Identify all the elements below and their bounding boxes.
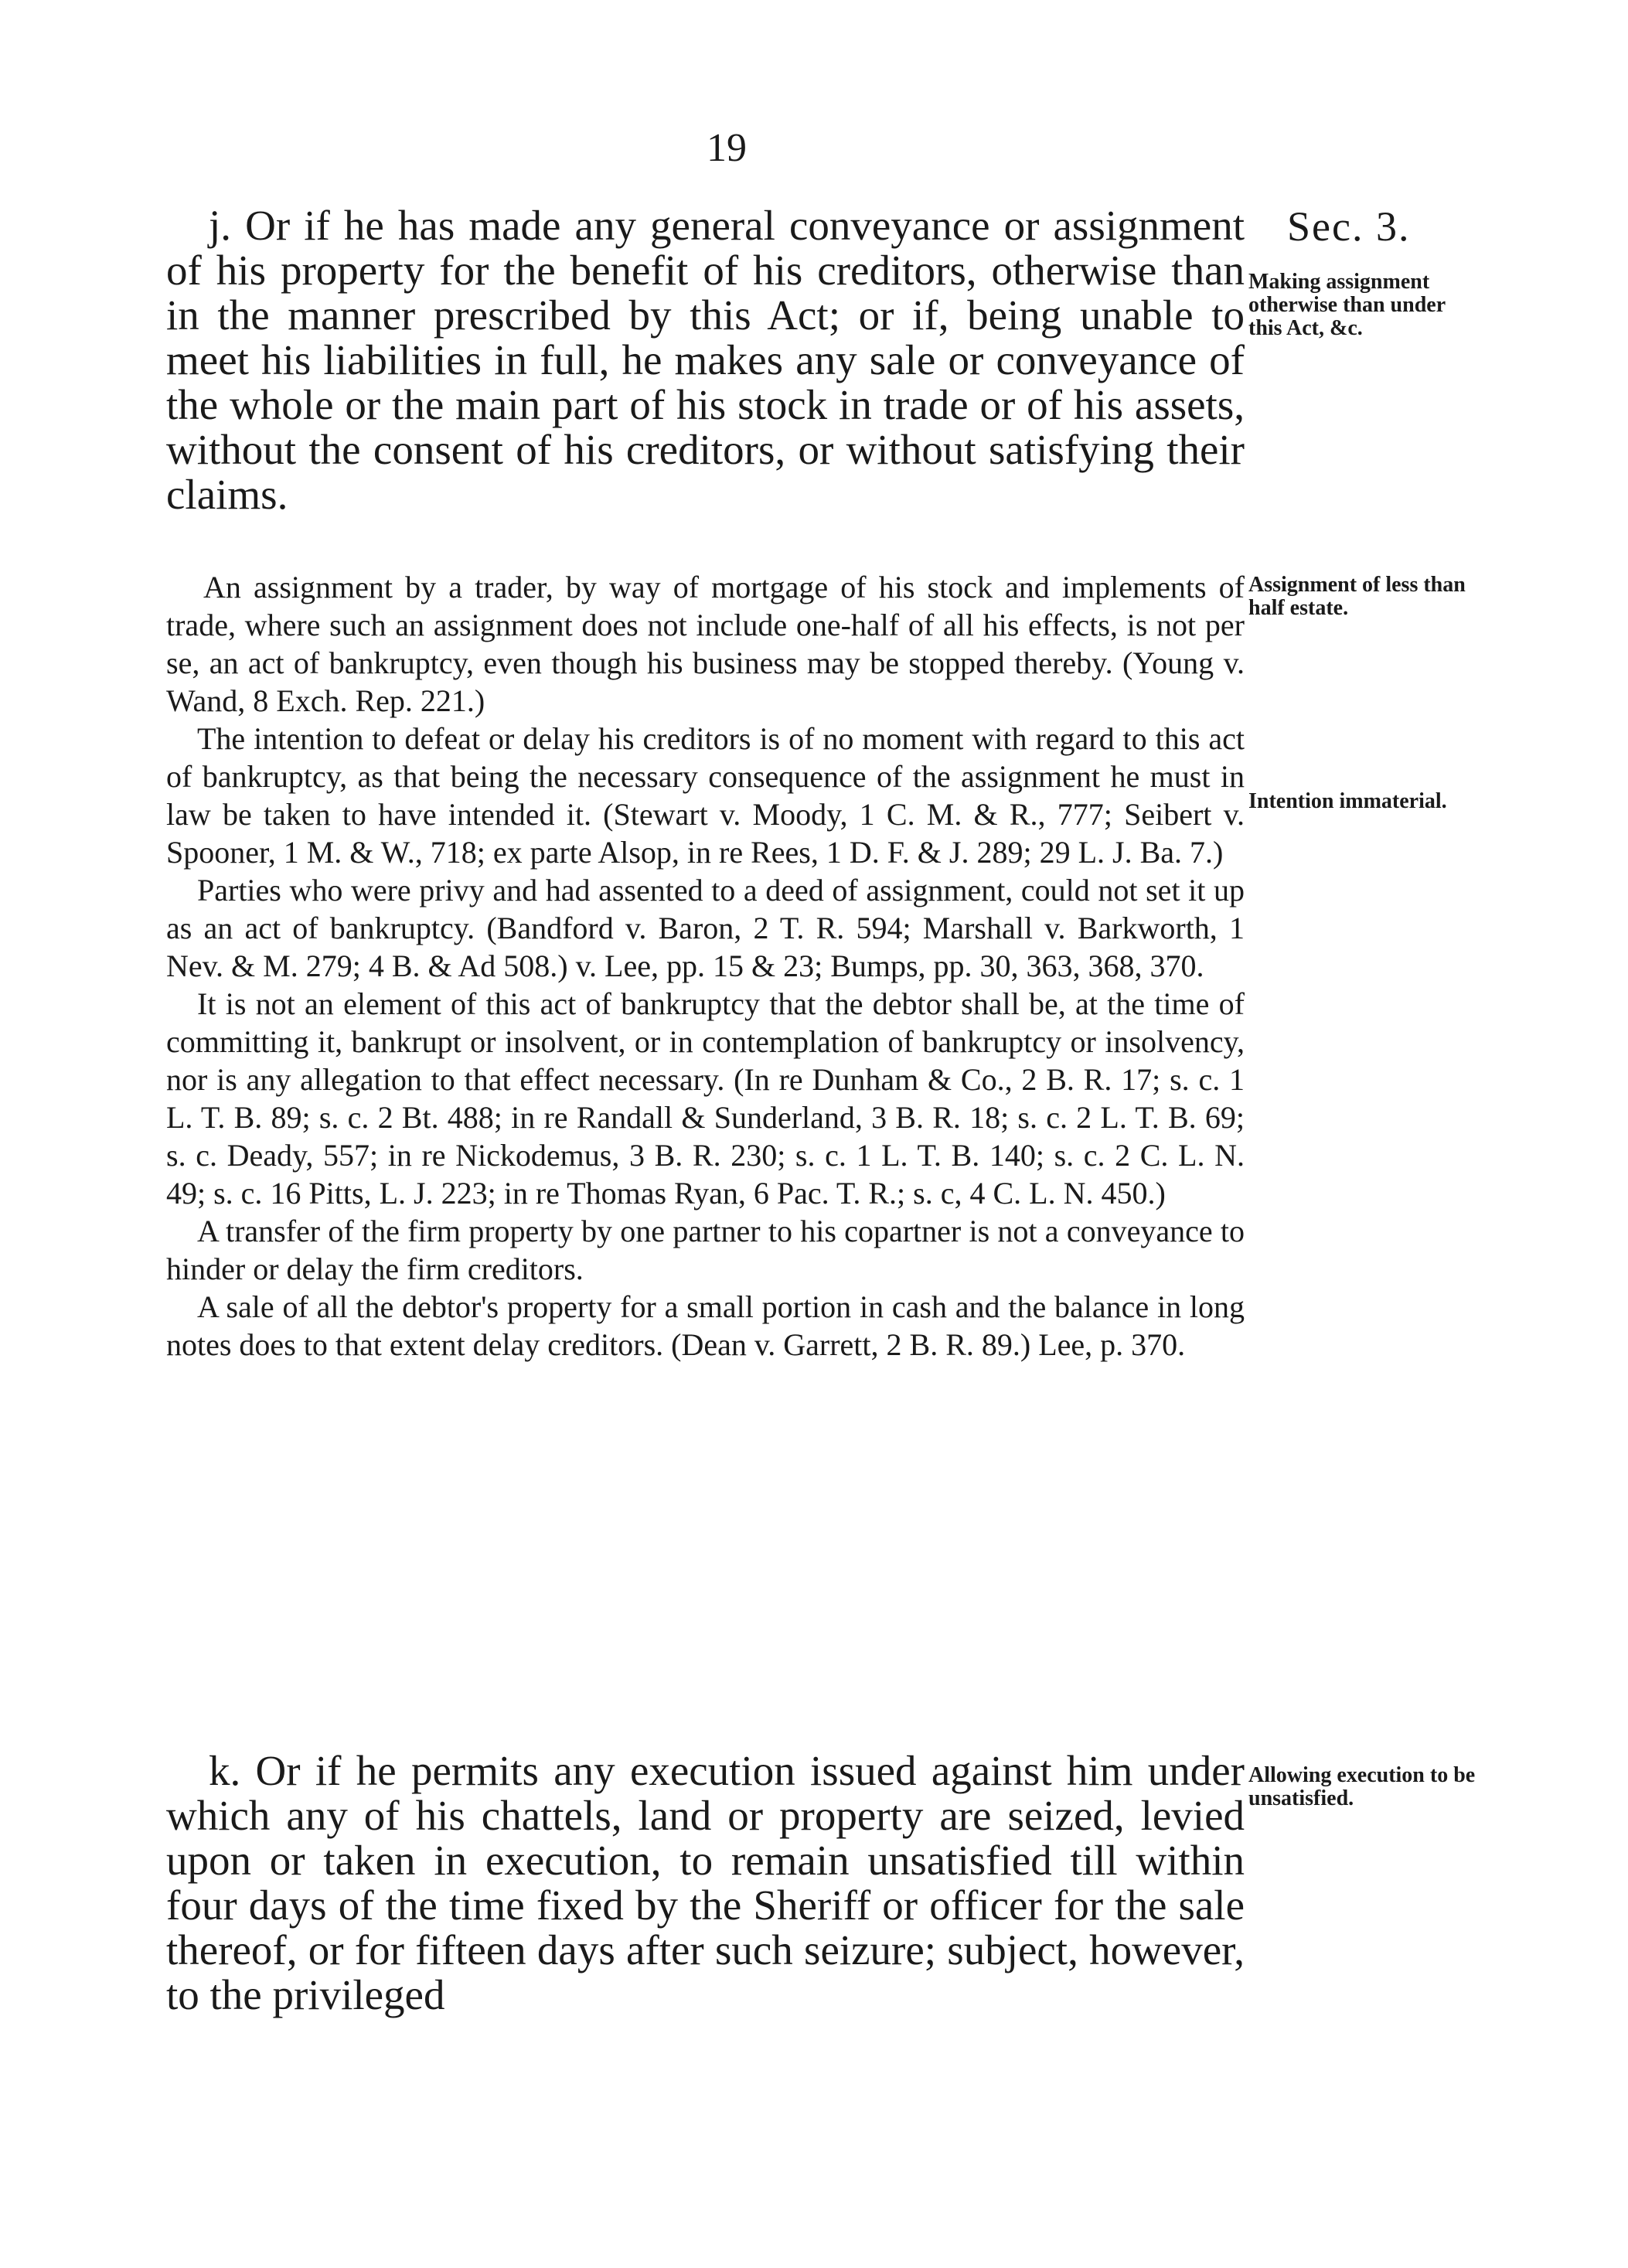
paragraph-k-block [166, 1749, 1245, 2018]
paragraph-j-block [166, 203, 1245, 517]
note-paragraph: A sale of all the debtor's property for a small portion in cash and the balance in long notes does to that extent delay creditors. (Dean v. Garrett, 2 B. R. 89.) Lee, p. 370. [166, 1289, 1245, 1362]
marginal-note-execution: Allowing execution to be unsatisfied. [1248, 1763, 1476, 1810]
commentary-notes [166, 568, 1245, 1364]
note-paragraph: A transfer of the firm property by one partner to his copartner is not a conveyance to hinder or delay the firm creditors. [166, 1214, 1245, 1286]
section-label: Sec. 3. [1287, 203, 1411, 250]
marginal-note-intention: Intention immaterial. [1248, 789, 1447, 813]
marginal-note-assignment: Making assignment otherwise than under this Act, &c. [1248, 270, 1446, 340]
paragraph-k: k. Or if he permits any execution issued against him under which any of his chattels, land or property are seized, levied upon or taken in execution, to remain unsatisfied till within four days of the time fixed by the Sheriff or officer for the sale thereof, or for fifteen days after such seizure; subject, however, to the privileged [166, 1747, 1245, 2018]
note-paragraph: It is not an element of this act of bankruptcy that the debtor shall be, at the time of committing it, bankrupt or insolvent, or in contemplation of bankruptcy or insolvency, nor is any allegation to that effect necessary. (In re Dunham & Co., 2 B. R. 17; s. c. 1 L. T. B. 89; s. c. 2 Bt. 488; in re Randall & Sunderland, 3 B. R. 18; s. c. 2 L. T. B. 69; s. c. Deady, 557; in re Nickodemus, 3 B. R. 230; s. c. 1 L. T. B. 140; s. c. 2 C. L. N. 49; s. c. 16 Pitts, L. J. 223; in re Thomas Ryan, 6 Pac. T. R.; s. c, 4 C. L. N. 450.) [166, 986, 1245, 1211]
note-paragraph: An assignment by a trader, by way of mortgage of his stock and implements of trade, where such an assignment does not include one-half of all his effects, is not per se, an act of bankruptcy, even though his business may be stopped thereby. (Young v. Wand, 8 Exch. Rep. 221.) [166, 570, 1245, 718]
page-number: 19 [707, 126, 747, 170]
marginal-note-half-estate: Assignment of less than half estate. [1248, 573, 1466, 620]
paragraph-j: j. Or if he has made any general conveyance or assignment of his property for the benefit of his creditors, otherwise than in the manner prescribed by this Act; or if, being unable to meet his liabilities in full, he makes any sale or conveyance of the whole or the main part of his stock in trade or of his assets, without the consent of his creditors, or without satisfying their claims. [166, 202, 1245, 518]
note-paragraph: Parties who were privy and had assented to a deed of assignment, could not set it up as an act of bankruptcy. (Bandford v. Baron, 2 T. R. 594; Marshall v. Barkworth, 1 Nev. & M. 279; 4 B. & Ad 508.) v. Lee, pp. 15 & 23; Bumps, pp. 30, 363, 368, 370. [166, 873, 1245, 983]
note-paragraph: The intention to defeat or delay his creditors is of no moment with regard to this act of bankruptcy, as that being the necessary consequence of the assignment he must in law be taken to have intended it. (Stewart v. Moody, 1 C. M. & R., 777; Seibert v. Spooner, 1 M. & W., 718; ex parte Alsop, in re Rees, 1 D. F. & J. 289; 29 L. J. Ba. 7.) [166, 721, 1245, 870]
